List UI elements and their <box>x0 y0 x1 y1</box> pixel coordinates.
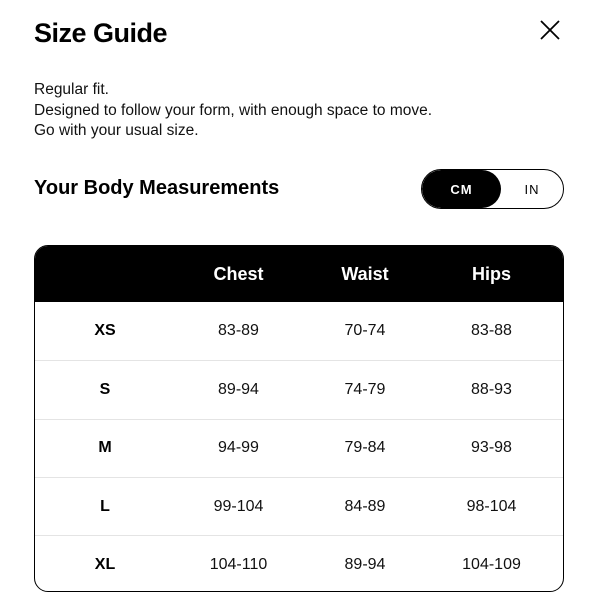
chest-value: 94-99 <box>218 439 259 457</box>
hips-value: 98-104 <box>466 497 517 515</box>
table-row <box>35 477 563 535</box>
header-size <box>35 246 175 302</box>
fit-line: Go with your usual size. <box>34 122 199 139</box>
close-icon[interactable] <box>538 18 562 42</box>
header-waist: Waist <box>341 263 389 284</box>
waist-value: 79-84 <box>344 439 386 457</box>
table-body <box>35 302 563 592</box>
header-chest: Chest <box>213 263 264 284</box>
hips-value: 93-98 <box>471 439 512 457</box>
size-label: XS <box>94 322 116 340</box>
size-label: M <box>98 439 112 457</box>
waist-value: 84-89 <box>344 497 386 515</box>
hips-value: 83-88 <box>471 322 512 340</box>
size-table <box>34 245 564 592</box>
size-label: S <box>99 380 111 398</box>
chest-value: 104-110 <box>209 555 268 573</box>
size-label: XL <box>94 555 116 573</box>
header-hips: Hips <box>471 263 511 284</box>
fit-line: Designed to follow your form, with enough space to move. <box>34 101 433 119</box>
table-row <box>35 360 563 418</box>
fit-description <box>34 80 432 142</box>
chest-value: 99-104 <box>213 497 264 515</box>
hips-value: 104-109 <box>462 555 521 573</box>
table-header <box>35 246 563 302</box>
unit-cm-button[interactable]: CM <box>422 170 501 208</box>
chest-value: 89-94 <box>218 380 259 398</box>
page-title: Size Guide <box>34 18 168 48</box>
unit-in-button[interactable]: IN <box>524 181 540 197</box>
waist-value: 89-94 <box>344 555 386 573</box>
unit-toggle[interactable] <box>421 169 564 209</box>
table-row <box>35 419 563 477</box>
waist-value: 74-79 <box>344 380 386 398</box>
waist-value: 70-74 <box>344 322 386 340</box>
section-title: Your Body Measurements <box>34 177 280 199</box>
size-label: L <box>100 497 110 515</box>
fit-line: Regular fit. <box>34 81 109 98</box>
chest-value: 83-89 <box>218 322 259 340</box>
hips-value: 88-93 <box>471 380 512 398</box>
table-row <box>35 535 563 592</box>
table-row <box>35 302 563 360</box>
